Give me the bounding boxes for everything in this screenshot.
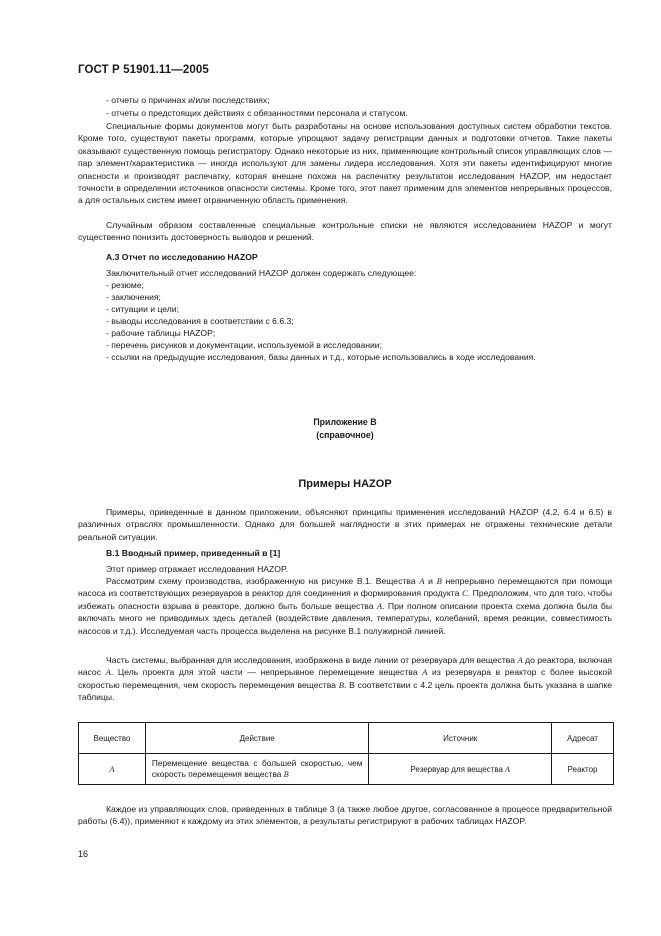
table-cell-action: Перемещение вещества с большей скоростью, чем скорость перемещения вещества B [145,754,369,785]
list-item: - отчеты о причинах и/или последствиях; [106,95,270,105]
list-item: - перечень рисунков и документации, используемой в исследовании; [106,340,382,350]
list-item: - рабочие таблицы HAZOP; [106,328,216,338]
list-item: - ссылки на предыдущие исследования, базы данных и т.д., которые использовались в ходе исследования. [106,352,536,362]
table-header-cell: Адресат [552,723,614,754]
table-header-cell: Источник [369,723,552,754]
table-cell-substance: A [109,764,115,774]
list-item: - выводы исследования в соответствии с 6.6.3; [106,316,294,326]
paragraph-special-forms: Специальные формы документов могут быть разработаны на основе использования доступных систем обработки текстов. Кроме того, существуют пакеты программ, которые упрощают задачу регистрации данных и подготовки отчетов. Такие пакеты оказывают существенную помощь регистратору. Однако некоторые из них, применяющие контрольный список управляющих слов — пар элемент/характеристика — иногда используют для замены лидера исследования. Хотя эти пакеты идентифицируют многие опасности и производят распечатку, которая внешне похожа на распечатку результатов исследования HAZOP, им недостает точности в определении источников опасности системы. Кроме того, этот пакет применим для элементов непрерывных процессов, а для остальных систем имеет ограниченную область применения. [78,121,612,206]
section-b1-heading: В.1 Вводный пример, приведенный в [1] [106,548,281,558]
table-header-cell: Вещество [79,723,146,754]
table-header-row [79,723,614,754]
table-cell-source: Резервуар для вещества A [369,754,552,785]
list-item: - заключения; [106,292,161,302]
paragraph-system-part: Часть системы, выбранная для исследования, изображена в виде линии от резервуара для вещества A до реактора, включая насос A. Цель проекта для этой части — непрерывное перемещение вещества A из резервуара в реактор с более высокой скоростью перемещения, чем скорость перемещения вещества B. В соответствии с 4.2 цель проекта должна быть указана в шапке таблицы. [78,655,613,703]
appendix-title: Приложение В [313,417,377,427]
page-number: 16 [78,849,89,859]
paragraph-final: Каждое из управляющих слов, приведенных в таблице 3 (а также любое другое, согласованное в процессе предварительной работы (6.4)), применяют к каждому из этих элементов, а результаты регистрируют в рабочих таблицах HAZOP. [78,804,612,827]
appendix-heading: Примеры HAZOP [298,478,392,490]
paragraph-scheme: Рассмотрим схему производства, изображенную на рисунке В.1. Вещества A и B непрерывно перемещаются при помощи насоса из соответствующих резервуаров в реактор для соединения и формирования продукта C. Предположим, что для того, чтобы избежать опасности взрыва в реакторе, должно быть больше вещества A. При полном описании проекта схема должна была бы включать много не приводимых здесь деталей (воздействие давления, температуры, колебаний, время реакции, совместимость насосов и т.д.). Исследуемая часть процесса выделена на рисунке В.1 полужирной линией. [78,576,612,636]
list-item: - резюме; [106,280,144,290]
section-a3-heading: А.3 Отчет по исследованию HAZOP [106,252,258,262]
table-cell-target: Реактор [552,754,614,785]
paragraph-examples: Примеры, приведенные в данном приложении, объясняют принципы применения исследований HAZOP (4.2, 6.4 и 6.5) в различных отраслях промышленности. Однако для большей наглядности в этих примерах не отражены технические детали реальной ситуации. [78,507,612,542]
paragraph-random-lists: Случайным образом составленные специальные контрольные списки не являются исследованием HAZOP и могут существенно понизить достоверность выводов и решений. [78,220,612,243]
standard-header: ГОСТ Р 51901.11—2005 [78,64,209,76]
section-b1-line1: Этот пример отражает исследования HAZOP. [106,564,288,574]
section-a3-intro: Заключительный отчет исследований HAZOP должен содержать следующее: [106,268,417,278]
table-row [79,754,614,785]
appendix-subtitle: (справочное) [316,430,374,440]
list-item: - отчеты о предстоящих действиях с обязанностями персонала и статусом. [106,108,408,118]
hazop-design-table [78,722,614,785]
list-item: - ситуации и цели; [106,304,179,314]
table-header-cell: Действие [145,723,369,754]
